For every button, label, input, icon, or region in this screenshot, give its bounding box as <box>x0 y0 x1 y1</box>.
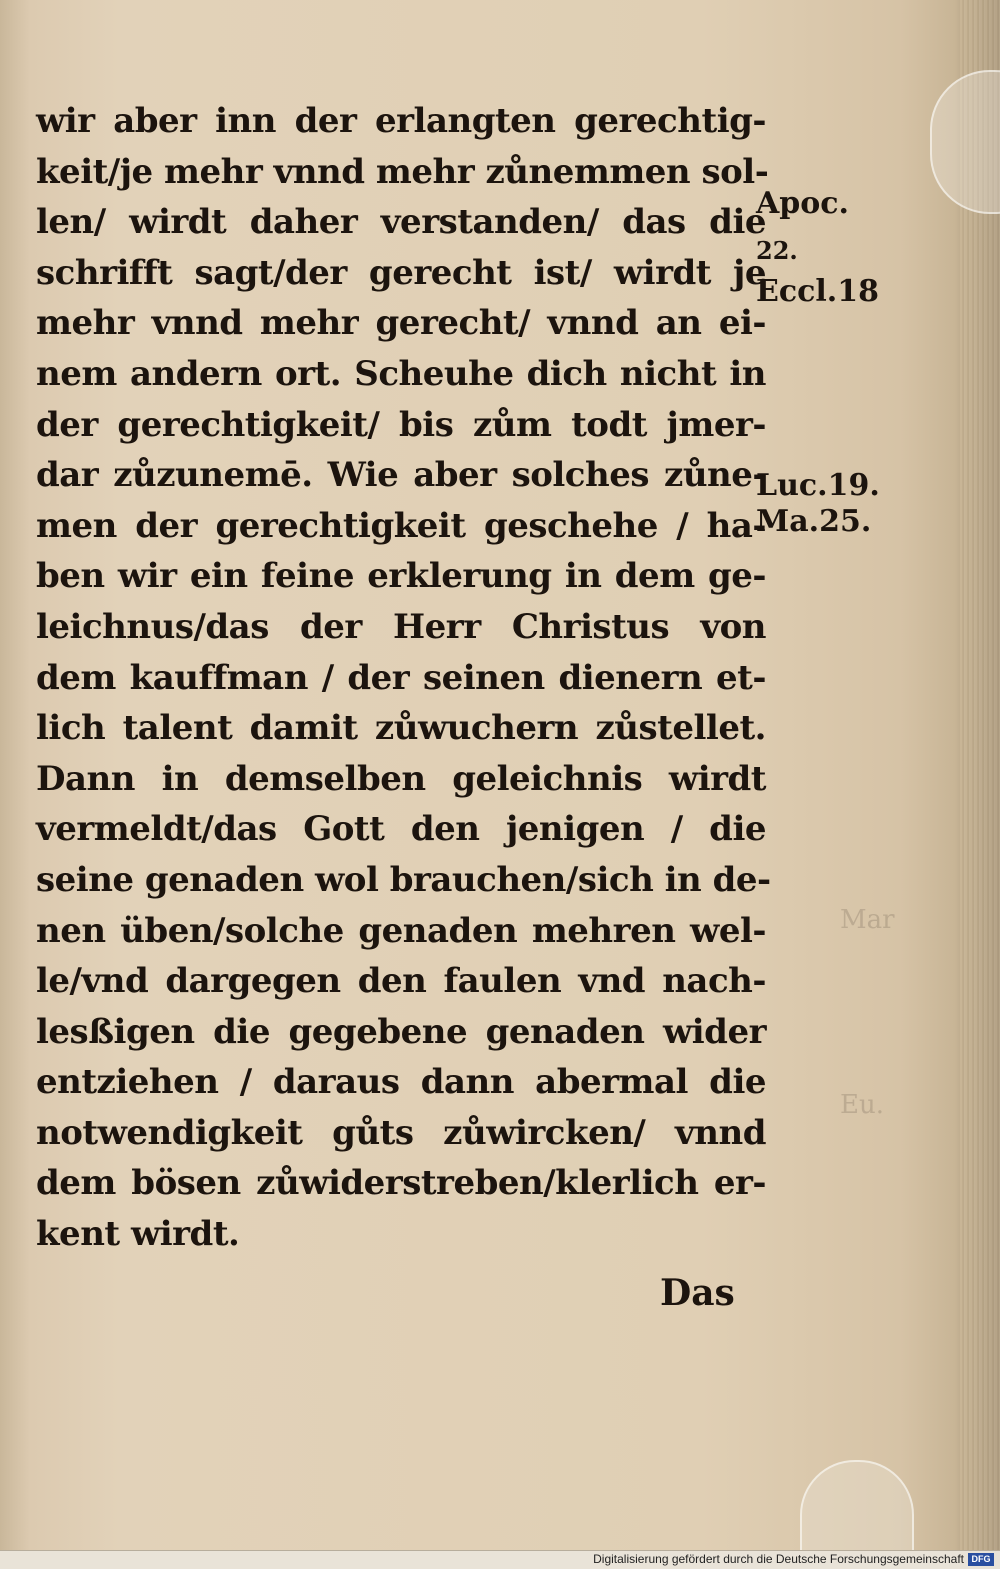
text-line: notwendigkeit gůts zůwircken/ vnnd <box>36 1112 766 1153</box>
margin-note: 22. <box>756 236 798 265</box>
text-line: dem kauffman / der seinen dienern et- <box>36 657 766 698</box>
text-line: wir aber inn der erlangten gerechtig- <box>36 101 766 141</box>
text-line: ben wir ein feine erklerung in dem ge- <box>36 556 766 597</box>
page-tab-top <box>930 70 1000 214</box>
footer-credit: Digitalisierung gefördert durch die Deutsche Forschungsgemeinschaft <box>593 1552 964 1566</box>
margin-note: Luc.19. <box>756 468 880 503</box>
text-line: le/vnd dargegen den faulen vnd nach- <box>36 961 766 1002</box>
body-text <box>36 96 771 1260</box>
margin-note: Ma.25. <box>756 504 872 539</box>
text-line: dem bösen zůwiderstreben/klerlich er- <box>36 1163 766 1204</box>
text-line: lesßigen die gegebene genaden wider <box>36 1011 766 1052</box>
text-line: keit/je mehr vnnd mehr zůnemmen sol- <box>36 151 769 192</box>
text-line: men der gerechtigkeit geschehe / ha- <box>36 505 766 546</box>
text-line: nen üben/solche genaden mehren wel- <box>36 910 766 951</box>
text-line: nem andern ort. Scheuhe dich nicht in <box>36 353 766 394</box>
page-edge-stack <box>960 0 1000 1569</box>
bleed-through-mark: Eu. <box>840 1090 884 1120</box>
text-line: schrifft sagt/der gerecht ist/ wirdt je <box>36 252 766 293</box>
text-line: mehr vnnd mehr gerecht/ vnnd an ei- <box>36 303 766 344</box>
text-line: der gerechtigkeit/ bis zům todt jmer- <box>36 404 766 445</box>
text-line: vermeldt/das Gott den jenigen / die <box>36 809 766 850</box>
text-line: dar zůzunemē. Wie aber solches zůne- <box>36 455 766 496</box>
bleed-through-mark: Mar <box>840 905 895 935</box>
dfg-logo: DFG <box>968 1553 994 1566</box>
text-line: kent wirdt. <box>36 1214 240 1255</box>
catchword: Das <box>660 1272 735 1314</box>
text-line: Dann in demselben geleichnis wirdt <box>36 758 766 799</box>
margin-note: Eccl.18 <box>756 274 879 309</box>
text-line: lich talent damit zůwuchern zůstellet. <box>36 708 766 749</box>
text-line: len/ wirdt daher verstanden/ das die <box>36 202 766 243</box>
text-line: seine genaden wol brauchen/sich in de- <box>36 859 771 900</box>
text-line: leichnus/das der Herr Christus von <box>36 606 766 647</box>
text-line: entziehen / daraus dann abermal die <box>36 1062 766 1103</box>
margin-note: Apoc. <box>756 186 849 221</box>
digitization-footer <box>0 1550 1000 1569</box>
